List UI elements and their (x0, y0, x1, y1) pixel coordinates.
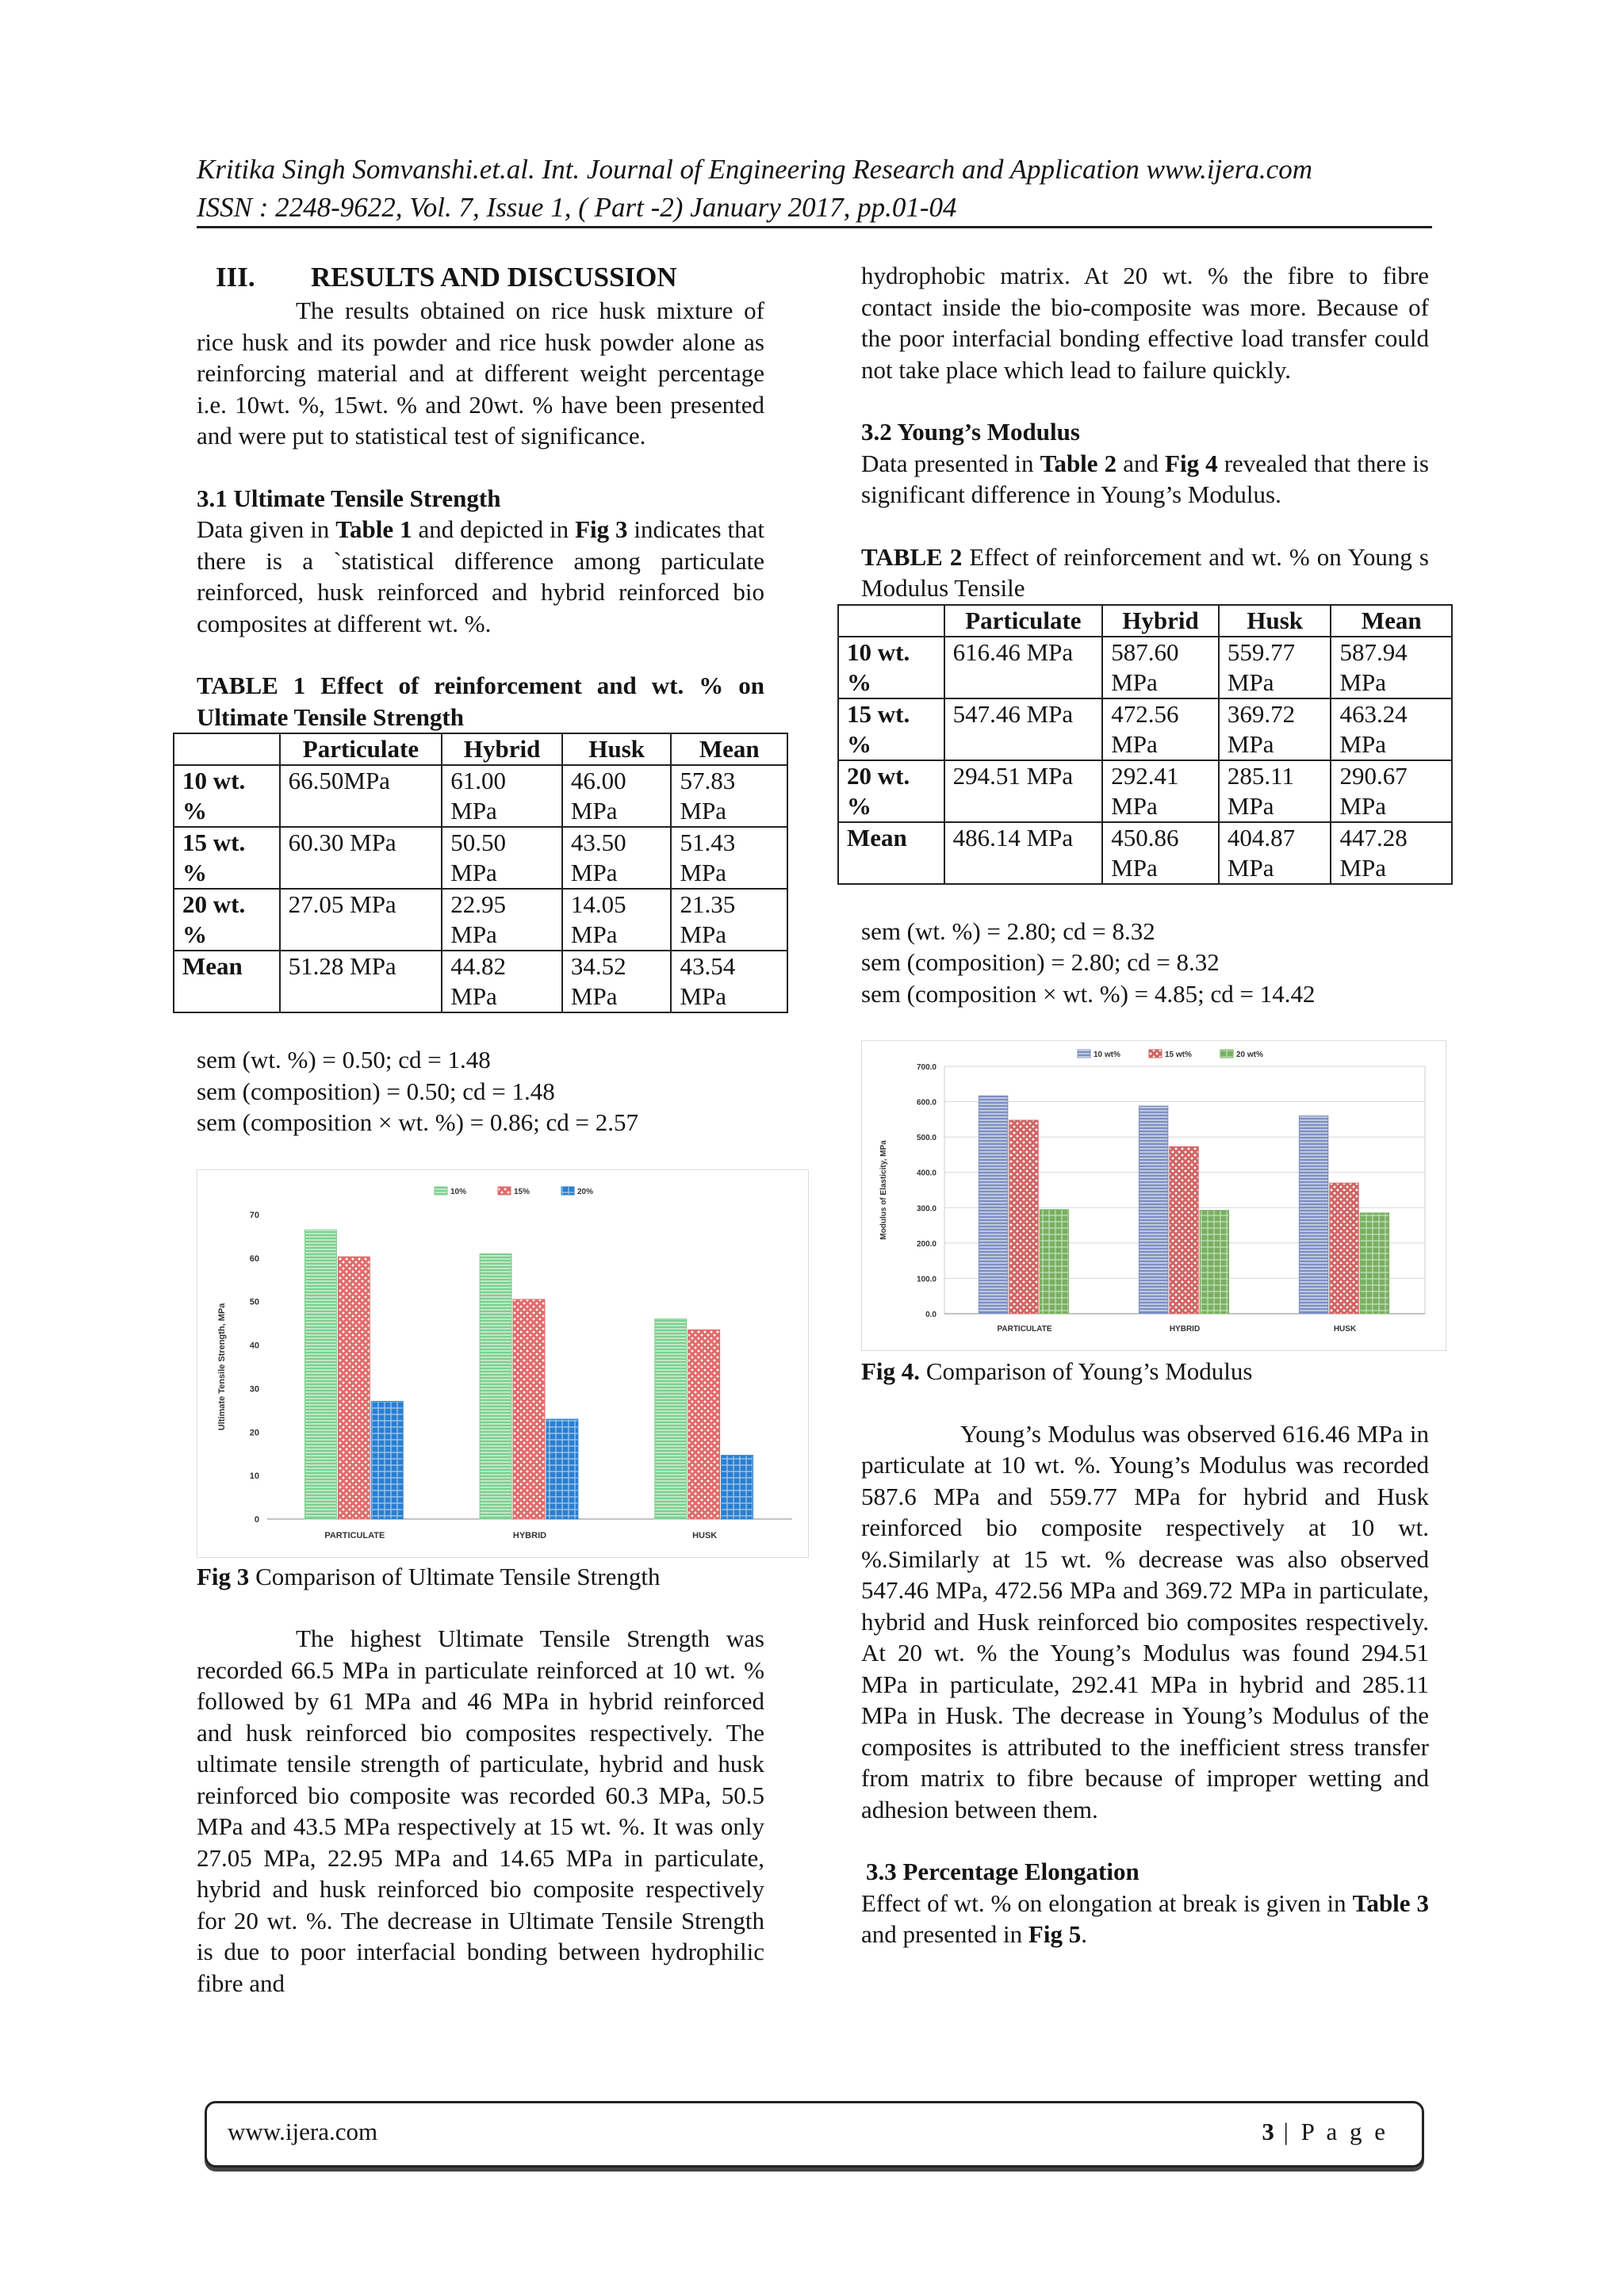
bar-15wt-particulate (1009, 1120, 1038, 1314)
table-row (838, 637, 1452, 698)
bar-20wt-hybrid (1200, 1211, 1228, 1314)
table2-header-cell: Particulate (944, 605, 1103, 637)
x-category-label: HUSK (1333, 1325, 1357, 1334)
y-axis-label: Modulus of Elasticity, MPa (879, 1140, 888, 1240)
table1-stats (197, 1044, 764, 1138)
table-cell: 14.05 MPa (562, 889, 672, 951)
y-tick-label: 200.0 (916, 1239, 936, 1249)
table1-header-cell: Mean (671, 733, 787, 765)
legend-label: 10 wt% (1094, 1050, 1120, 1059)
bar-10wt-hybrid (1139, 1106, 1167, 1314)
bar-15wt-husk (1330, 1183, 1358, 1314)
table-row-header: Mean (174, 951, 280, 1012)
table2-header-cell (838, 605, 944, 637)
header-rule (197, 226, 1432, 228)
legend-swatch (498, 1187, 511, 1195)
uts-discussion-paragraph: The highest Ultimate Tensile Strength was recorded 66.5 MPa in particulate reinforced at 10 wt. % followed by 61 MPa and 46 MPa in hybrid reinforced and husk reinforced bio composites respectively. The ultimate tensile strength of particulate, hybrid and husk reinforced bio composite was recorded 60.3 MPa, 50.5 MPa and 43.5 MPa respectively at 15 wt. %. It was only 27.05 MPa, 22.95 MPa and 14.65 MPa in particulate, hybrid and husk reinforced bio composite respectively for 20 wt. %. The decrease in Ultimate Tensile Strength is due to poor interfacial bonding between hydrophilic fibre and (197, 1624, 764, 1997)
bar-15-hybrid (513, 1299, 545, 1518)
bar-20-husk (722, 1455, 753, 1518)
y-tick-label: 60 (249, 1253, 259, 1264)
x-category-label: PARTICULATE (997, 1325, 1052, 1334)
fig3-caption: Fig 3 Comparison of Ultimate Tensile Strength (197, 1562, 661, 1590)
bar-20wt-husk (1360, 1213, 1388, 1314)
section-heading (216, 260, 764, 295)
table-cell: 547.46 MPa (944, 698, 1103, 760)
y-tick-label: 30 (249, 1383, 259, 1394)
table-cell: 463.24 MPa (1331, 698, 1452, 760)
page-number: 3 | P a g e (1262, 2118, 1388, 2145)
figure-ref: Fig 3 (575, 515, 628, 543)
y-tick-label: 10 (249, 1471, 259, 1481)
bar-10wt-particulate (979, 1096, 1007, 1314)
stat-line: sem (composition × wt. %) = 0.86; cd = 2.57 (197, 1108, 639, 1136)
bar-20-particulate (371, 1401, 403, 1518)
y-tick-label: 700.0 (916, 1063, 936, 1072)
table-row (174, 889, 787, 951)
table-cell: 559.77 MPa (1219, 637, 1331, 698)
intro-paragraph: The results obtained on rice husk mixture of rice husk and its powder and rice husk powder alone as reinforcing material and at different weight percentage i.e. 10wt. %, 15wt. % and 20wt. % have been presented and were put to statistical test of significance. (197, 297, 764, 450)
x-category-label: HYBRID (512, 1530, 547, 1540)
legend-swatch (1078, 1050, 1090, 1058)
right-column (847, 260, 1429, 1950)
table-cell: 66.50MPa (280, 765, 442, 827)
subsection-3-1-paragraph: Data given in Table 1 and depicted in Fig 3 indicates that there is a `statistical difference among particulate reinforced, husk reinforced and hybrid reinforced bio composites at different wt. %. (197, 515, 764, 637)
table-row-header: 20 wt. % (838, 760, 944, 822)
legend-label: 15 wt% (1165, 1050, 1192, 1059)
x-category-label: HYBRID (1169, 1325, 1201, 1334)
y-tick-label: 0.0 (925, 1311, 936, 1319)
table-row-header: 10 wt. % (838, 637, 944, 698)
legend-label: 10% (450, 1187, 467, 1196)
table2-header-row (838, 605, 1452, 637)
ym-discussion-paragraph: Young’s Modulus was observed 616.46 MPa in particulate at 10 wt. %. Young’s Modulus was recorded 587.6 MPa and 559.77 MPa for hybrid and Husk reinforced bio composite respectively at 10 wt. %.Similarly at 15 wt. % decrease was also observed 547.46 MPa, 472.56 MPa and 369.72 MPa in particulate, hybrid and Husk reinforced bio composites respectively. At 20 wt. % the Young’s Modulus was found 294.51 MPa in particulate, 292.41 MPa in hybrid and 285.11 MPa in Husk. The decrease in Young’s Modulus of the composites is attributed to the inefficient stress transfer from matrix to fibre because of improper wetting and adhesion between them. (861, 1419, 1429, 1823)
table-cell: 60.30 MPa (280, 827, 442, 889)
running-header (197, 151, 1434, 227)
bar-20-hybrid (546, 1419, 578, 1519)
y-tick-label: 20 (249, 1427, 259, 1437)
table-row-header: 15 wt. % (174, 827, 280, 889)
table1-header-cell (174, 733, 280, 765)
table-ref: Table 3 (1352, 1888, 1429, 1917)
table-cell: 587.94 MPa (1331, 637, 1452, 698)
table-cell: 22.95 MPa (442, 889, 562, 951)
page-footer (205, 2101, 1424, 2168)
table-row-header: 20 wt. % (174, 889, 280, 951)
y-tick-label: 0 (254, 1514, 259, 1525)
table-cell: 616.46 MPa (944, 637, 1103, 698)
table-cell: 46.00 MPa (562, 765, 672, 827)
table-cell: 43.54 MPa (671, 951, 787, 1012)
table-cell: 61.00 MPa (442, 765, 562, 827)
y-tick-label: 100.0 (916, 1275, 936, 1284)
y-tick-label: 40 (249, 1341, 259, 1351)
footer-url: www.ijera.com (228, 2118, 378, 2145)
subsection-3-2-paragraph: Data presented in Table 2 and Fig 4 revealed that there is significant difference in Young’s Modulus. (861, 449, 1429, 508)
bar-15-particulate (338, 1257, 370, 1519)
table2-header-cell: Husk (1219, 605, 1331, 637)
y-axis-label: Ultimate Tensile Strength, MPa (217, 1303, 227, 1430)
stat-line: sem (composition) = 2.80; cd = 8.32 (861, 948, 1220, 976)
table1-header-cell: Husk (562, 733, 672, 765)
table-cell: 51.28 MPa (280, 951, 442, 1012)
table-ref: Table 2 (1040, 449, 1117, 477)
y-tick-label: 600.0 (916, 1098, 936, 1108)
x-category-label: PARTICULATE (324, 1530, 385, 1540)
fig4-caption: Fig 4. Comparison of Young’s Modulus (861, 1357, 1253, 1385)
bar-10wt-husk (1299, 1116, 1327, 1314)
legend-swatch (435, 1187, 447, 1195)
table-cell: 44.82 MPa (442, 951, 562, 1012)
table-cell: 290.67 MPa (1331, 760, 1452, 822)
left-column (182, 260, 764, 1999)
table1-header-row (174, 733, 787, 765)
fig3-chart (197, 1169, 809, 1558)
bar-15-husk (688, 1330, 720, 1519)
y-tick-label: 50 (249, 1297, 259, 1307)
bar-15wt-hybrid (1170, 1146, 1198, 1314)
legend-label: 15% (514, 1187, 530, 1196)
table-cell: 57.83 MPa (671, 765, 787, 827)
subsection-3-2-title: 3.2 Young’s Modulus (861, 418, 1080, 446)
bar-10-husk (655, 1318, 687, 1518)
stat-line: sem (wt. %) = 0.50; cd = 1.48 (197, 1046, 491, 1073)
legend-swatch (1149, 1050, 1162, 1058)
table-row (174, 951, 787, 1012)
table-cell: 43.50 MPa (562, 827, 672, 889)
table-row (838, 822, 1452, 884)
table-row-header: 15 wt. % (838, 698, 944, 760)
table2-header-cell: Mean (1331, 605, 1452, 637)
table1-header-cell: Particulate (280, 733, 442, 765)
stat-line: sem (wt. %) = 2.80; cd = 8.32 (861, 916, 1155, 945)
table1-header-cell: Hybrid (442, 733, 562, 765)
table-cell: 34.52 MPa (562, 951, 672, 1012)
table-cell: 285.11 MPa (1219, 760, 1331, 822)
table-cell: 450.86 MPa (1102, 822, 1219, 884)
bar-20wt-particulate (1040, 1210, 1068, 1314)
figure-ref: Fig 4 (1165, 449, 1218, 477)
stat-line: sem (composition) = 0.50; cd = 1.48 (197, 1077, 555, 1105)
table2-caption: TABLE 2 Effect of reinforcement and wt. % on Young s Modulus Tensile (861, 542, 1429, 602)
fig3-chart-svg (197, 1170, 808, 1557)
legend-swatch (1220, 1050, 1233, 1058)
table-cell: 587.60 MPa (1102, 637, 1219, 698)
legend-label: 20 wt% (1236, 1050, 1263, 1059)
table-cell: 369.72 MPa (1219, 698, 1331, 760)
table-cell: 447.28 MPa (1331, 822, 1452, 884)
table-row (838, 698, 1452, 760)
y-tick-label: 70 (249, 1210, 259, 1220)
table-cell: 472.56 MPa (1102, 698, 1219, 760)
legend-swatch (561, 1187, 574, 1195)
table-row-header: Mean (838, 822, 944, 884)
y-tick-label: 500.0 (916, 1134, 936, 1143)
fig4-chart-svg (862, 1041, 1446, 1350)
stat-line: sem (composition × wt. %) = 4.85; cd = 14.42 (861, 979, 1316, 1008)
table1-caption: TABLE 1 Effect of reinforcement and wt. % on Ultimate Tensile Strength (197, 672, 764, 731)
y-tick-label: 300.0 (916, 1204, 936, 1214)
y-tick-label: 400.0 (916, 1169, 936, 1178)
table-cell: 21.35 MPa (671, 889, 787, 951)
table-row (174, 827, 787, 889)
table-row-header: 10 wt. % (174, 765, 280, 827)
table2 (837, 604, 1453, 885)
table-cell: 51.43 MPa (671, 827, 787, 889)
legend-label: 20% (577, 1187, 594, 1196)
table-row (838, 760, 1452, 822)
bar-10-particulate (304, 1230, 336, 1519)
table-ref: Table 1 (335, 515, 412, 543)
table2-stats (861, 916, 1429, 1010)
right-top-paragraph: hydrophobic matrix. At 20 wt. % the fibre to fibre contact inside the bio-composite was more. Because of the poor interfacial bonding effective load transfer could not take place which lead to failure quickly. (861, 262, 1429, 384)
table2-header-cell: Hybrid (1102, 605, 1219, 637)
table-cell: 404.87 MPa (1219, 822, 1331, 884)
table-cell: 27.05 MPa (280, 889, 442, 951)
figure-ref: Fig 5 (1028, 1920, 1082, 1948)
bar-10-hybrid (480, 1253, 511, 1519)
table-row (174, 765, 787, 827)
header-journal-line: Kritika Singh Somvanshi.et.al. Int. Journal of Engineering Research and Application www.ijera.com (197, 154, 1312, 185)
table-cell: 292.41 MPa (1102, 760, 1219, 822)
subsection-3-3-paragraph: Effect of wt. % on elongation at break is given in Table 3 and presented in Fig 5. (861, 1888, 1429, 1948)
section-title: RESULTS AND DISCUSSION (311, 262, 677, 293)
fig4-chart (861, 1040, 1446, 1351)
table-cell: 486.14 MPa (944, 822, 1103, 884)
table-cell: 294.51 MPa (944, 760, 1103, 822)
header-issn-line: ISSN : 2248-9622, Vol. 7, Issue 1, ( Part -2) January 2017, pp.01-04 (197, 192, 957, 223)
x-category-label: HUSK (692, 1530, 718, 1540)
subsection-3-1-title: 3.1 Ultimate Tensile Strength (197, 484, 501, 512)
table-cell: 50.50 MPa (442, 827, 562, 889)
table1 (173, 733, 788, 1013)
section-number: III. (216, 262, 255, 293)
subsection-3-3-title: 3.3 Percentage Elongation (866, 1858, 1139, 1885)
